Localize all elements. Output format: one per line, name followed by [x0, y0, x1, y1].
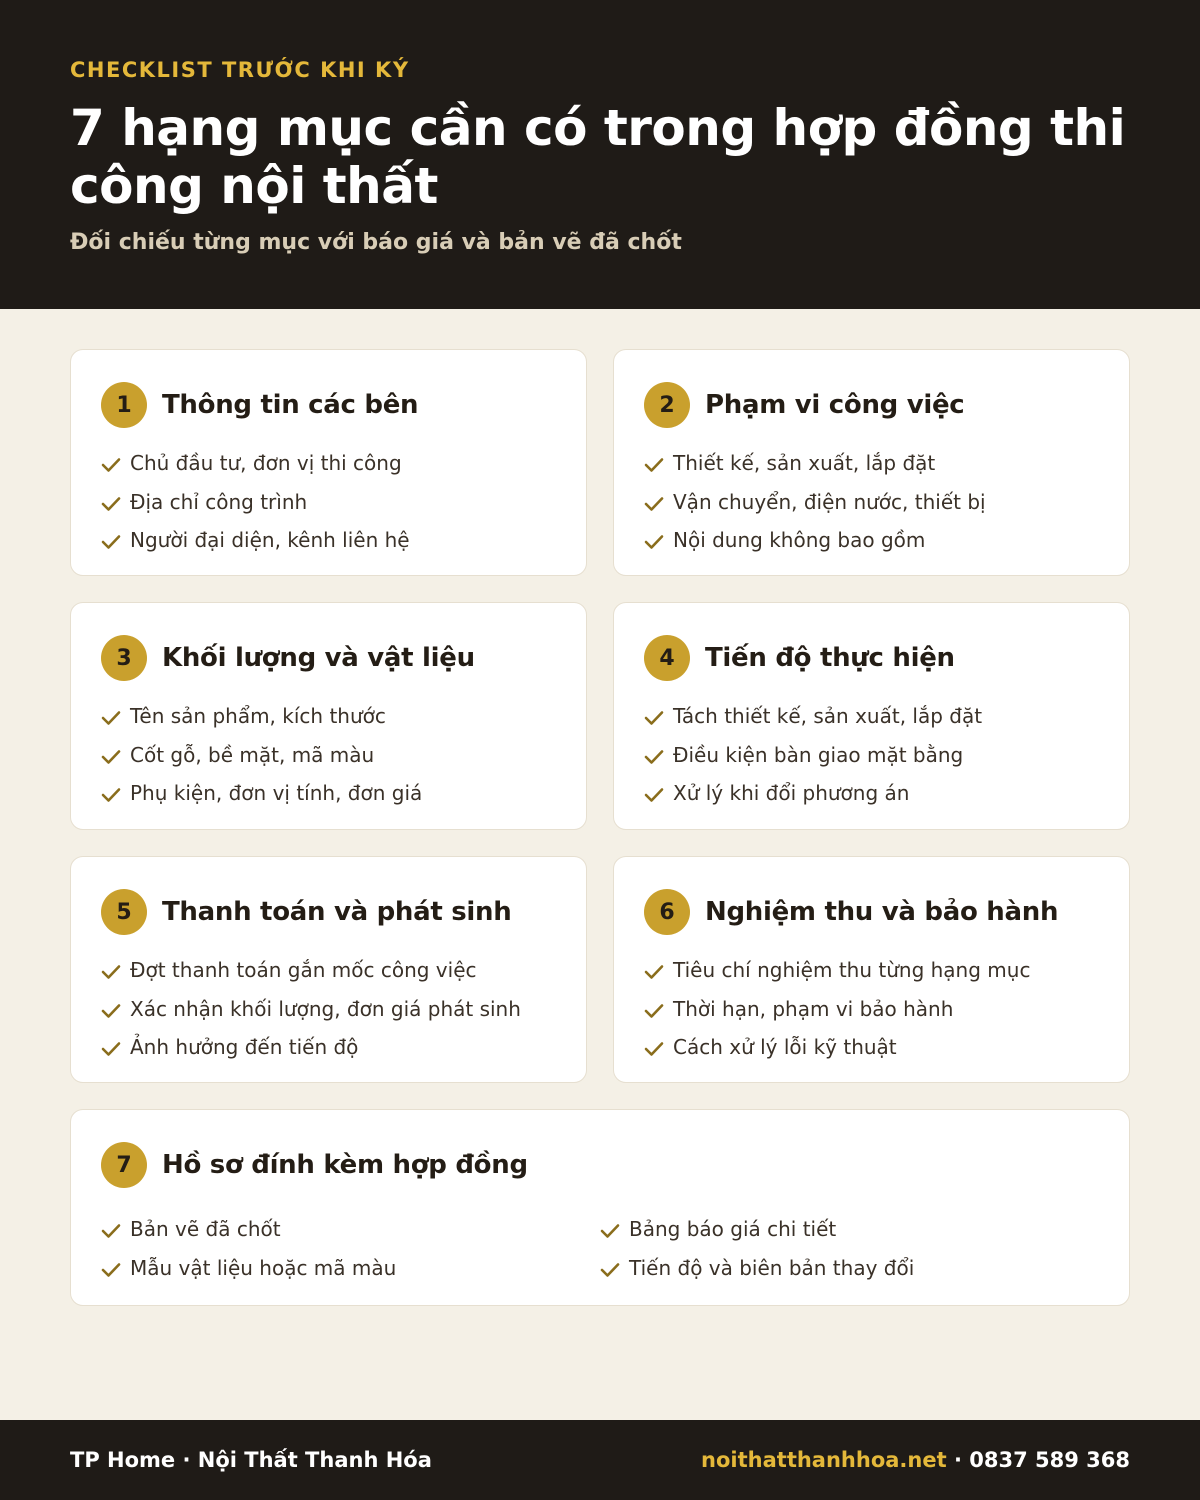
check-icon [101, 708, 121, 728]
checklist-card-3 [70, 602, 587, 830]
check-icon [101, 455, 121, 475]
card-title: Thanh toán và phát sinh [162, 897, 512, 927]
check-icon [644, 532, 664, 552]
list-item: Ảnh hưởng đến tiến độ [101, 1028, 556, 1067]
check-icon [644, 962, 664, 982]
list-item: Tên sản phẩm, kích thước [101, 697, 556, 736]
list-item: Tách thiết kế, sản xuất, lắp đặt [644, 697, 1099, 736]
list-item: Xác nhận khối lượng, đơn giá phát sinh [101, 990, 556, 1029]
list-item: Điều kiện bàn giao mặt bằng [644, 736, 1099, 775]
footer-contact [701, 1448, 1130, 1472]
checklist-card-2 [613, 349, 1130, 576]
eyebrow: CHECKLIST TRƯỚC KHI KÝ [70, 58, 410, 82]
header [0, 0, 1200, 309]
number-badge: 3 [101, 635, 147, 681]
list-item: Tiến độ và biên bản thay đổi [600, 1249, 1099, 1288]
check-icon [101, 1221, 121, 1241]
list-item: Bản vẽ đã chốt [101, 1210, 600, 1249]
check-icon [600, 1221, 620, 1241]
list-item: Vận chuyển, điện nước, thiết bị [644, 483, 1099, 522]
checklist-card-6 [613, 856, 1130, 1083]
footer-brand: TP Home · Nội Thất Thanh Hóa [70, 1448, 432, 1472]
card-title: Nghiệm thu và bảo hành [705, 897, 1059, 927]
check-icon [644, 1001, 664, 1021]
list-item: Xử lý khi đổi phương án [644, 774, 1099, 813]
number-badge: 1 [101, 382, 147, 428]
list-item: Địa chỉ công trình [101, 483, 556, 522]
check-icon [101, 1039, 121, 1059]
list-item: Nội dung không bao gồm [644, 521, 1099, 560]
checklist-card-1 [70, 349, 587, 576]
list-item: Chủ đầu tư, đơn vị thi công [101, 444, 556, 483]
check-icon [644, 708, 664, 728]
page-subtitle: Đối chiếu từng mục với báo giá và bản vẽ đã chốt [70, 230, 682, 255]
check-icon [644, 494, 664, 514]
list-item: Mẫu vật liệu hoặc mã màu [101, 1249, 600, 1288]
list-item: Cốt gỗ, bề mặt, mã màu [101, 736, 556, 775]
list-item: Tiêu chí nghiệm thu từng hạng mục [644, 951, 1099, 990]
list-item: Thời hạn, phạm vi bảo hành [644, 990, 1099, 1029]
phone-number[interactable]: 0837 589 368 [969, 1448, 1130, 1472]
number-badge: 5 [101, 889, 147, 935]
list-item: Thiết kế, sản xuất, lắp đặt [644, 444, 1099, 483]
check-icon [101, 532, 121, 552]
check-icon [101, 962, 121, 982]
check-icon [101, 785, 121, 805]
website-link[interactable]: noithatthanhhoa.net [701, 1448, 947, 1472]
number-badge: 2 [644, 382, 690, 428]
checklist-card-5 [70, 856, 587, 1083]
checklist-card-4 [613, 602, 1130, 830]
page-title: 7 hạng mục cần có trong hợp đồng thi công nội thất [70, 99, 1126, 215]
list-item: Đợt thanh toán gắn mốc công việc [101, 951, 556, 990]
card-title: Khối lượng và vật liệu [162, 643, 475, 673]
check-icon [600, 1260, 620, 1280]
check-icon [644, 785, 664, 805]
checklist-card-7 [70, 1109, 1130, 1306]
check-icon [101, 494, 121, 514]
list-item: Phụ kiện, đơn vị tính, đơn giá [101, 774, 556, 813]
list-item: Người đại diện, kênh liên hệ [101, 521, 556, 560]
check-icon [101, 747, 121, 767]
list-item: Bảng báo giá chi tiết [600, 1210, 1099, 1249]
check-icon [644, 747, 664, 767]
check-icon [644, 1039, 664, 1059]
card-title: Tiến độ thực hiện [705, 643, 955, 673]
card-title: Phạm vi công việc [705, 390, 965, 420]
card-title: Thông tin các bên [162, 390, 419, 420]
number-badge: 7 [101, 1142, 147, 1188]
number-badge: 6 [644, 889, 690, 935]
card-title: Hồ sơ đính kèm hợp đồng [162, 1150, 528, 1180]
footer [0, 1420, 1200, 1500]
number-badge: 4 [644, 635, 690, 681]
check-icon [101, 1260, 121, 1280]
check-icon [101, 1001, 121, 1021]
check-icon [644, 455, 664, 475]
footer-separator: · [946, 1448, 970, 1472]
list-item: Cách xử lý lỗi kỹ thuật [644, 1028, 1099, 1067]
